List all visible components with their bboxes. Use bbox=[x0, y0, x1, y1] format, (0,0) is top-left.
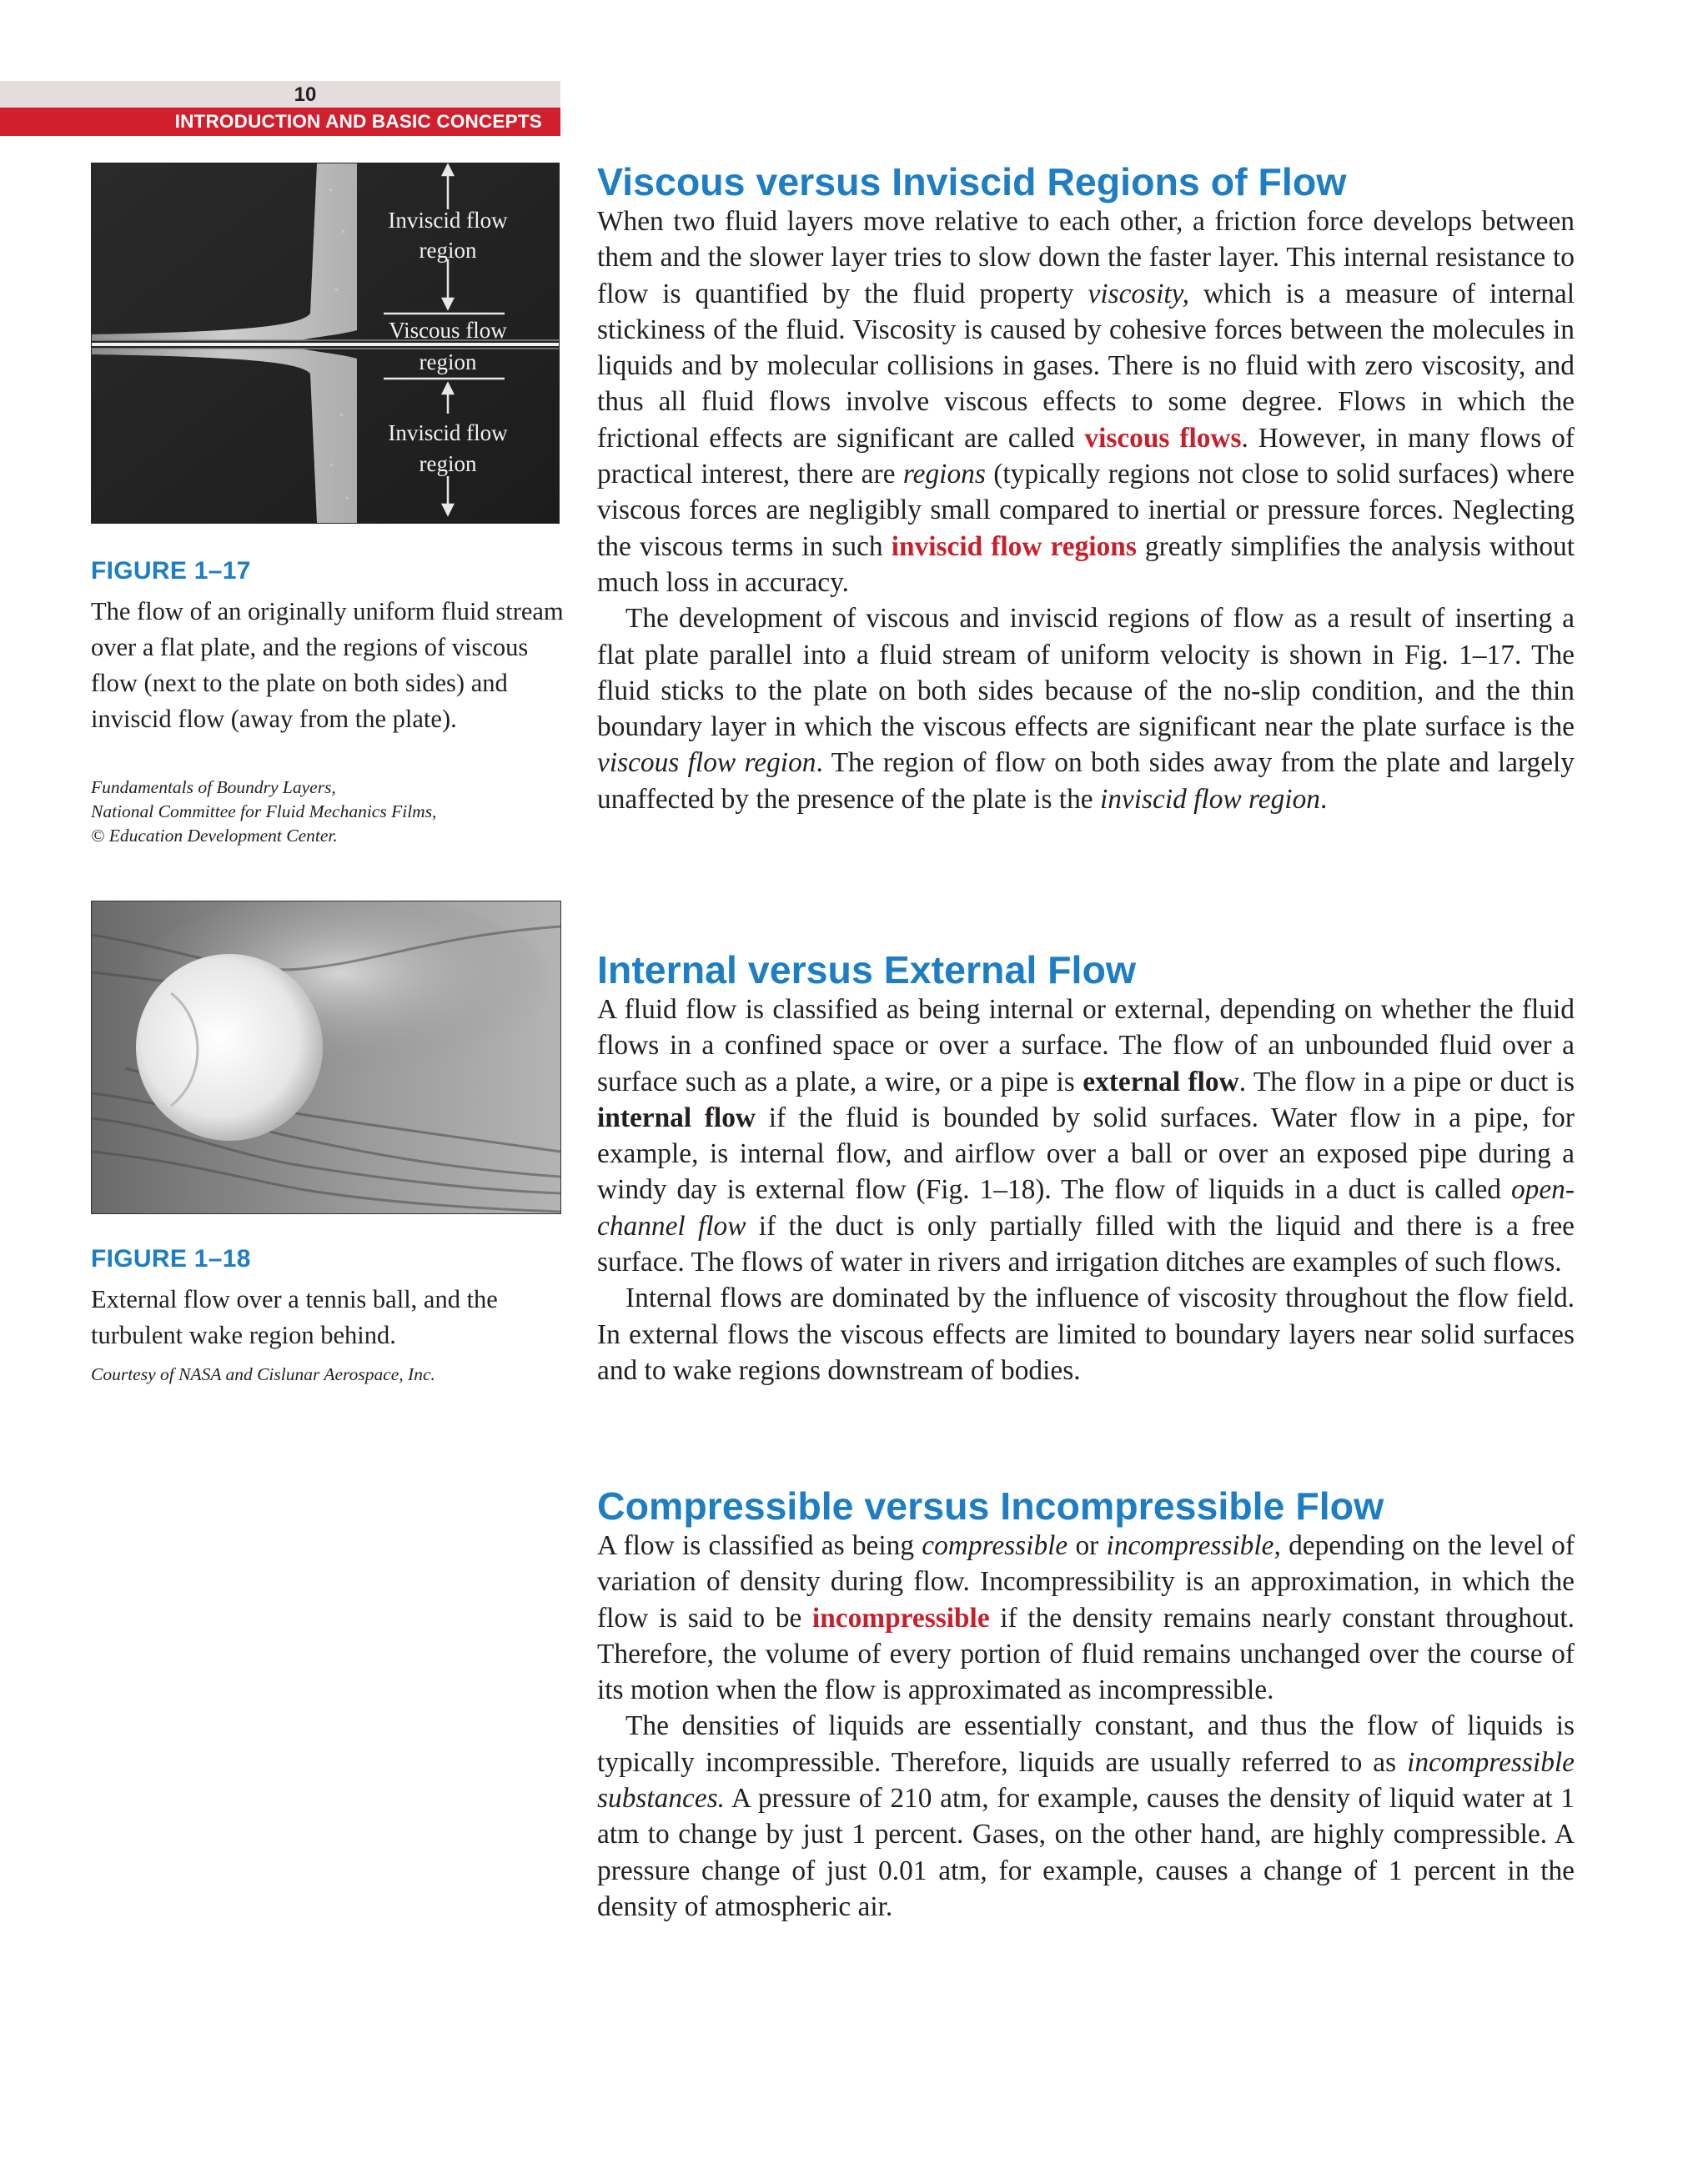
italic-term: viscosity, bbox=[1088, 278, 1189, 309]
italic-term: incompressible substances. bbox=[597, 1746, 1575, 1815]
text-run: A fluid flow is classified as being internal or external, depending on whether the fluid flows in a confined space or over a surface. The flow of an unbounded fluid over a surface such as a plate, a wire, or a pipe is bbox=[597, 994, 1575, 1097]
text-run: greatly simplifies the analysis without much loss in accuracy. bbox=[597, 530, 1575, 598]
text-run: The densities of liquids are essentially constant, and thus the flow of liquids is typically incompressible. Therefore, liquids are usually referred to as bbox=[597, 1710, 1575, 1778]
label-inviscid-bottom-2: region bbox=[419, 451, 477, 476]
figure-1-17-caption: The flow of an originally uniform fluid stream over a flat plate, and the regions of viscous flow (next to the plate on both sides) and inviscid flow (away from the plate). bbox=[91, 597, 564, 733]
text-run: if the fluid is bounded by solid surfaces. Water flow in a pipe, for example, is internal flow, and airflow over a ball or over an exposed pipe during a windy day is external flow (Fig. 1–18). The flow of liquids in a duct is called bbox=[597, 1102, 1575, 1206]
key-term: inviscid flow regions bbox=[891, 530, 1137, 562]
figure-1-17-credit bbox=[91, 776, 583, 848]
section-compressible bbox=[597, 1484, 1575, 1925]
running-header bbox=[0, 81, 560, 136]
italic-term: regions bbox=[902, 459, 986, 490]
text-run: The development of viscous and inviscid regions of flow as a result of inserting a flat plate parallel into a fluid stream of uniform velocity is shown in Fig. 1–17. The fluid sticks to the plate on both sides because of the no-slip condition, and the thin boundary layer in which the viscous effects are significant near the plate surface is the bbox=[597, 603, 1575, 743]
bold-term: external flow bbox=[1083, 1066, 1239, 1097]
figure-1-18-caption: External flow over a tennis ball, and the turbulent wake region behind. bbox=[91, 1285, 498, 1349]
section-internal-external bbox=[597, 948, 1575, 1388]
text-run: (typically regions not close to solid surfaces) where viscous forces are negligibly small compared to inertial or pressure forces. Neglecting the viscous terms in such bbox=[597, 459, 1575, 562]
text-run: depending on the level of variation of density during flow. Incompressibility is an approximation, in which the flow is said to be bbox=[597, 1530, 1575, 1634]
text-run: . The flow in a pipe or duct is bbox=[1238, 1066, 1575, 1097]
figure-1-18-image bbox=[91, 901, 561, 1214]
text-run: if the density remains nearly constant throughout. Therefore, the volume of every portion of fluid remains unchanged over the course of its motion when the flow is approximated as incompressible. bbox=[597, 1602, 1575, 1706]
text-run: A flow is classified as being bbox=[597, 1530, 922, 1561]
label-viscous-2: region bbox=[419, 349, 477, 374]
section-heading: Compressible versus Incompressible Flow bbox=[597, 1484, 1384, 1528]
italic-term: inviscid flow region bbox=[1099, 783, 1320, 815]
paragraph bbox=[597, 1708, 1575, 1925]
section-viscous-inviscid bbox=[597, 160, 1575, 817]
figure-1-18-label: FIGURE 1–18 bbox=[91, 1245, 251, 1273]
italic-term: viscous flow region bbox=[597, 747, 816, 779]
credit-line: © Education Development Center. bbox=[91, 826, 338, 846]
paragraph bbox=[597, 203, 1575, 600]
italic-term: compressible bbox=[922, 1530, 1068, 1561]
section-heading: Viscous versus Inviscid Regions of Flow bbox=[597, 160, 1347, 203]
text-run: or bbox=[1068, 1530, 1107, 1561]
label-viscous-1: Viscous flow bbox=[389, 318, 507, 343]
paragraph: Internal flows are dominated by the influence of viscosity throughout the flow field. In external flows the viscous effects are limited to boundary layers near solid surfaces and to wake regions downstream of bodies. bbox=[597, 1283, 1575, 1386]
text-run: A pressure of 210 atm, for example, causes the density of liquid water at 1 atm to change by just 1 percent. Gases, on the other hand, are highly compressible. A pressure change of just 0.01 atm, for example, causes a change of 1 percent in the density of atmospheric air. bbox=[597, 1783, 1575, 1922]
label-inviscid-top-2: region bbox=[419, 238, 477, 263]
paragraph bbox=[597, 1528, 1575, 1708]
italic-term: open-channel flow bbox=[597, 1174, 1575, 1242]
text-run: . bbox=[1319, 783, 1328, 815]
text-run: . However, in many flows of practical interest, there are bbox=[597, 422, 1575, 490]
figure-1-17-image bbox=[91, 163, 560, 524]
text-run: if the duct is only partially filled with the liquid and there is a free surface. The flows of water in rivers and irrigation ditches are examples of such flows. bbox=[597, 1210, 1575, 1278]
text-run: When two fluid layers move relative to each other, a friction force develops between them and the slower layer tries to slow down the faster layer. This internal resistance to flow is quantified by the fluid property bbox=[597, 206, 1575, 309]
paragraph bbox=[597, 600, 1575, 817]
text-run: which is a measure of internal stickiness of the fluid. Viscosity is caused by cohesive forces between the molecules in liquids and by molecular collisions in gases. There is no fluid with zero viscosity, and thus all fluid flows involve viscous effects to some degree. Flows in which the frictional effects are significant are called bbox=[597, 278, 1575, 454]
paragraph bbox=[597, 992, 1575, 1280]
credit-line: National Committee for Fluid Mechanics Films, bbox=[91, 801, 437, 821]
section-heading: Internal versus External Flow bbox=[597, 948, 1137, 992]
text-run: . The region of flow on both sides away from the plate and largely unaffected by the presence of the plate is the bbox=[597, 747, 1575, 815]
key-term: incompressible bbox=[811, 1602, 990, 1634]
tennis-ball-wake-photo bbox=[92, 901, 560, 1213]
label-inviscid-top-1: Inviscid flow bbox=[388, 208, 508, 233]
italic-term: incompressible, bbox=[1106, 1530, 1281, 1561]
figure-1-17-label: FIGURE 1–17 bbox=[91, 557, 251, 585]
key-term: viscous flows bbox=[1084, 422, 1242, 454]
chapter-title: INTRODUCTION AND BASIC CONCEPTS bbox=[0, 108, 560, 136]
credit-line: Fundamentals of Boundry Layers, bbox=[91, 777, 336, 797]
label-inviscid-bottom-1: Inviscid flow bbox=[388, 420, 508, 445]
bold-term: internal flow bbox=[597, 1102, 756, 1133]
figure-1-18-credit: Courtesy of NASA and Cislunar Aerospace, Inc. bbox=[91, 1364, 435, 1384]
page-number: 10 bbox=[0, 81, 560, 108]
